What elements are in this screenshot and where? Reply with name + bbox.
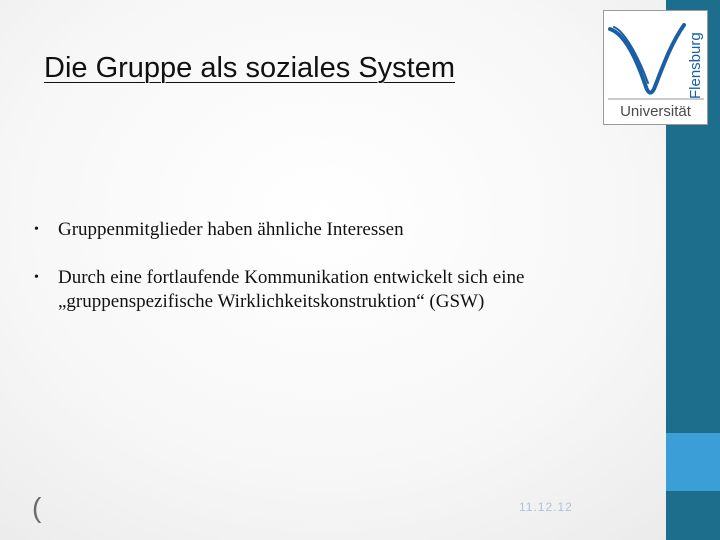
bullet-dot: • [34, 270, 39, 285]
logo-wordmark: Universität [620, 103, 691, 120]
bullet-text: Durch eine fortlaufende Kommunikation entwickelt sich eine „gruppenspezifische Wirklichkeitskonstruktion“ (GSW) [58, 267, 525, 312]
bullet-text: Gruppenmitglieder haben ähnliche Interessen [58, 219, 404, 240]
footer-date: 11.12.12 [519, 500, 573, 514]
university-logo [603, 10, 708, 125]
bullet-item [34, 218, 654, 242]
footer-bracket: ( [32, 492, 42, 523]
slide-title: Die Gruppe als soziales System [44, 52, 455, 84]
bullet-item [34, 266, 654, 314]
bullet-dot: • [34, 222, 39, 237]
bullet-list [34, 218, 654, 338]
side-band-accent [666, 433, 720, 491]
logo-vertical-text: Flensburg [687, 32, 704, 99]
